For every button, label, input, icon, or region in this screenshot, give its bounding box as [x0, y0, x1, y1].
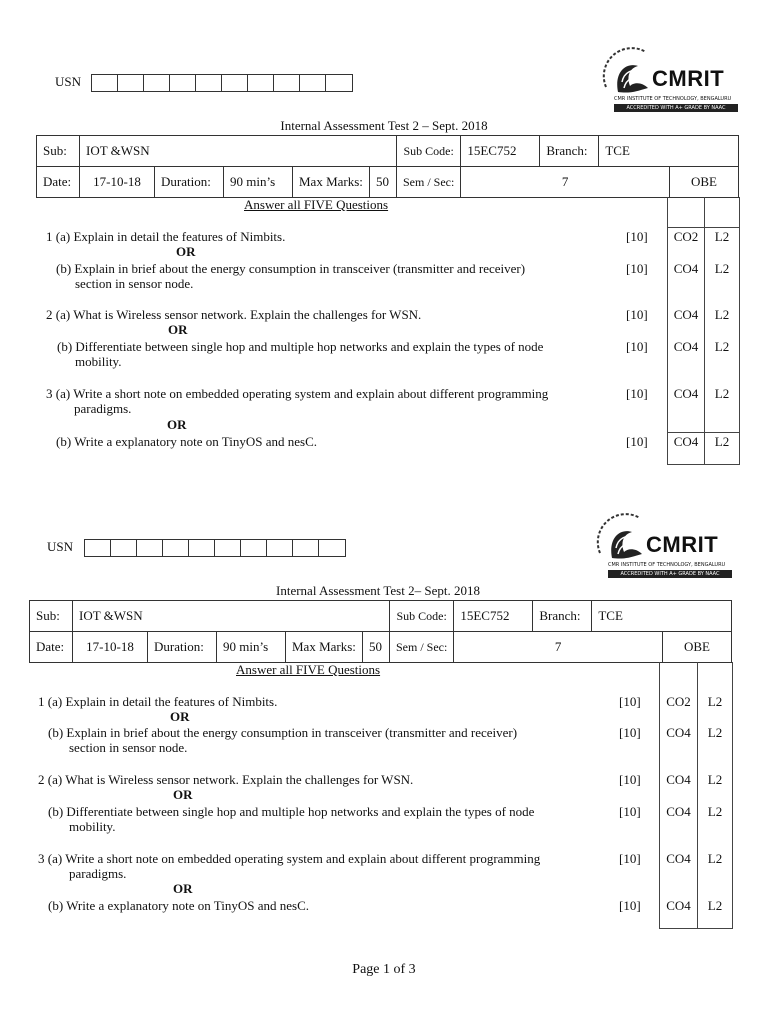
duration-value: 90 min’s — [217, 632, 286, 663]
maxmarks-value: 50 — [370, 167, 397, 198]
or-separator: OR — [173, 787, 193, 802]
marks: [10] — [619, 898, 641, 913]
semsec-label: Sem / Sec: — [390, 632, 454, 663]
question-text-cont: mobility. — [69, 819, 116, 834]
branch-label: Branch: — [533, 601, 592, 632]
question-number: (b) — [57, 339, 73, 354]
marks: [10] — [619, 804, 641, 819]
marks: [10] — [619, 725, 641, 740]
question-1b — [56, 261, 525, 291]
question-3b — [56, 434, 317, 449]
question-number: 3 (a) — [46, 386, 71, 401]
level-code: L2 — [714, 261, 730, 276]
co-code: CO2 — [666, 694, 691, 709]
question-number: 1 (a) — [46, 229, 71, 244]
usn-label: USN — [47, 539, 74, 554]
marks: [10] — [626, 261, 648, 276]
obe-label: OBE — [663, 632, 732, 663]
level-code: L2 — [707, 725, 723, 740]
test-title: Internal Assessment Test 2– Sept. 2018 — [276, 583, 480, 598]
question-3a — [46, 386, 548, 416]
branch-value: TCE — [599, 136, 739, 167]
co-code: CO4 — [673, 307, 699, 322]
question-number: 2 (a) — [38, 772, 63, 787]
question-1a — [38, 694, 277, 709]
marks: [10] — [619, 694, 641, 709]
logo-tagline: CMR INSTITUTE OF TECHNOLOGY, BENGALURU — [608, 562, 726, 568]
logo-name: CMRIT — [652, 66, 725, 91]
sub-label: Sub: — [37, 136, 80, 167]
marks: [10] — [626, 229, 648, 244]
question-text-cont: paradigms. — [74, 401, 132, 416]
sub-label: Sub: — [30, 601, 73, 632]
semsec-label: Sem / Sec: — [397, 167, 461, 198]
question-number: 1 (a) — [38, 694, 63, 709]
maxmarks-value: 50 — [363, 632, 390, 663]
duration-label: Duration: — [148, 632, 217, 663]
instruction: Answer all FIVE Questions — [244, 197, 389, 212]
level-code: L2 — [714, 339, 730, 354]
question-2b — [57, 339, 543, 369]
marks: [10] — [626, 434, 648, 449]
level-code: L2 — [714, 229, 730, 244]
cmrit-logo — [596, 42, 746, 122]
sub-value: IOT &WSN — [73, 601, 390, 632]
subcode-label: Sub Code: — [390, 601, 454, 632]
co-code: CO4 — [666, 804, 691, 819]
co-code: CO4 — [666, 725, 691, 740]
marks: [10] — [626, 307, 648, 322]
date-value: 17-10-18 — [80, 167, 155, 198]
question-number: (b) — [56, 261, 72, 276]
marks: [10] — [619, 772, 641, 787]
instruction: Answer all FIVE Questions — [236, 662, 381, 677]
question-number: 3 (a) — [38, 851, 63, 866]
question-text: Explain in brief about the energy consumption in transceiver (transmitter and receiver) — [66, 725, 518, 740]
or-separator: OR — [167, 417, 187, 432]
level-code: L2 — [707, 851, 723, 866]
marks: [10] — [626, 339, 648, 354]
maxmarks-label: Max Marks: — [293, 167, 370, 198]
question-3a — [38, 851, 540, 881]
test-title: Internal Assessment Test 2 – Sept. 2018 — [280, 118, 488, 133]
question-text: Write a short note on embedded operating system and explain about different programming — [73, 386, 549, 401]
co-code: CO4 — [666, 898, 691, 913]
question-text: Write a short note on embedded operating system and explain about different programming — [65, 851, 541, 866]
question-text: Write a explanatory note on TinyOS and nesC. — [74, 434, 318, 449]
question-text: Explain in detail the features of Nimbits. — [73, 229, 286, 244]
level-code: L2 — [707, 804, 723, 819]
marks: [10] — [619, 851, 641, 866]
question-1a — [46, 229, 285, 244]
level-code: L2 — [714, 434, 730, 449]
question-text: Differentiate between single hop and multiple hop networks and explain the types of node — [66, 804, 535, 819]
question-number: (b) — [56, 434, 72, 449]
question-paper-copy-2 — [0, 464, 768, 934]
question-text-cont: paradigms. — [69, 866, 127, 881]
co-code: CO4 — [673, 386, 699, 401]
question-text: Differentiate between single hop and multiple hop networks and explain the types of node — [75, 339, 544, 354]
duration-label: Duration: — [155, 167, 224, 198]
question-text-cont: mobility. — [75, 354, 122, 369]
logo-name: CMRIT — [646, 532, 719, 557]
question-2b — [48, 804, 534, 834]
co-code: CO4 — [666, 772, 691, 787]
subcode-value: 15EC752 — [461, 136, 540, 167]
question-text: Explain in brief about the energy consumption in transceiver (transmitter and receiver) — [74, 261, 526, 276]
date-value: 17-10-18 — [73, 632, 148, 663]
question-3b — [48, 898, 309, 913]
level-code: L2 — [707, 898, 723, 913]
co-code: CO2 — [673, 229, 699, 244]
duration-value: 90 min’s — [224, 167, 293, 198]
level-code: L2 — [707, 694, 723, 709]
obe-label: OBE — [670, 167, 739, 198]
usn-input-boxes[interactable] — [84, 539, 346, 557]
date-label: Date: — [37, 167, 80, 198]
or-separator: OR — [176, 244, 196, 259]
cmrit-logo — [590, 508, 740, 588]
marks: [10] — [626, 386, 648, 401]
subcode-value: 15EC752 — [454, 601, 533, 632]
logo-accreditation: ACCREDITED WITH A+ GRADE BY NAAC — [608, 570, 732, 578]
question-2a — [46, 307, 421, 322]
level-code: L2 — [714, 307, 730, 322]
usn-label: USN — [55, 74, 82, 89]
level-code: L2 — [714, 386, 730, 401]
sub-value: IOT &WSN — [80, 136, 397, 167]
co-code: CO4 — [673, 261, 699, 276]
question-text: What is Wireless sensor network. Explain the challenges for WSN. — [73, 307, 422, 322]
question-number: (b) — [48, 898, 64, 913]
semsec-value: 7 — [454, 632, 663, 663]
page-footer: Page 1 of 3 — [352, 962, 416, 977]
question-text-cont: section in sensor node. — [69, 740, 188, 755]
logo-tagline: CMR INSTITUTE OF TECHNOLOGY, BENGALURU — [614, 96, 732, 102]
question-text: Explain in detail the features of Nimbits. — [65, 694, 278, 709]
question-number: 2 (a) — [46, 307, 71, 322]
subcode-label: Sub Code: — [397, 136, 461, 167]
question-1b — [48, 725, 517, 755]
co-code: CO4 — [673, 339, 699, 354]
question-paper-copy-1 — [0, 0, 768, 470]
question-2a — [38, 772, 413, 787]
logo-accreditation: ACCREDITED WITH A+ GRADE BY NAAC — [614, 104, 738, 112]
semsec-value: 7 — [461, 167, 670, 198]
co-code: CO4 — [673, 434, 699, 449]
branch-label: Branch: — [540, 136, 599, 167]
question-text: What is Wireless sensor network. Explain the challenges for WSN. — [65, 772, 414, 787]
maxmarks-label: Max Marks: — [286, 632, 363, 663]
level-code: L2 — [707, 772, 723, 787]
or-separator: OR — [173, 881, 193, 896]
co-code: CO4 — [666, 851, 691, 866]
exam-header-table — [36, 135, 739, 198]
question-number: (b) — [48, 804, 64, 819]
date-label: Date: — [30, 632, 73, 663]
question-text: Write a explanatory note on TinyOS and nesC. — [66, 898, 310, 913]
usn-input-boxes[interactable] — [91, 74, 353, 92]
or-separator: OR — [170, 709, 190, 724]
question-text-cont: section in sensor node. — [75, 276, 194, 291]
question-number: (b) — [48, 725, 64, 740]
or-separator: OR — [168, 322, 188, 337]
exam-header-table — [29, 600, 732, 663]
branch-value: TCE — [592, 601, 732, 632]
